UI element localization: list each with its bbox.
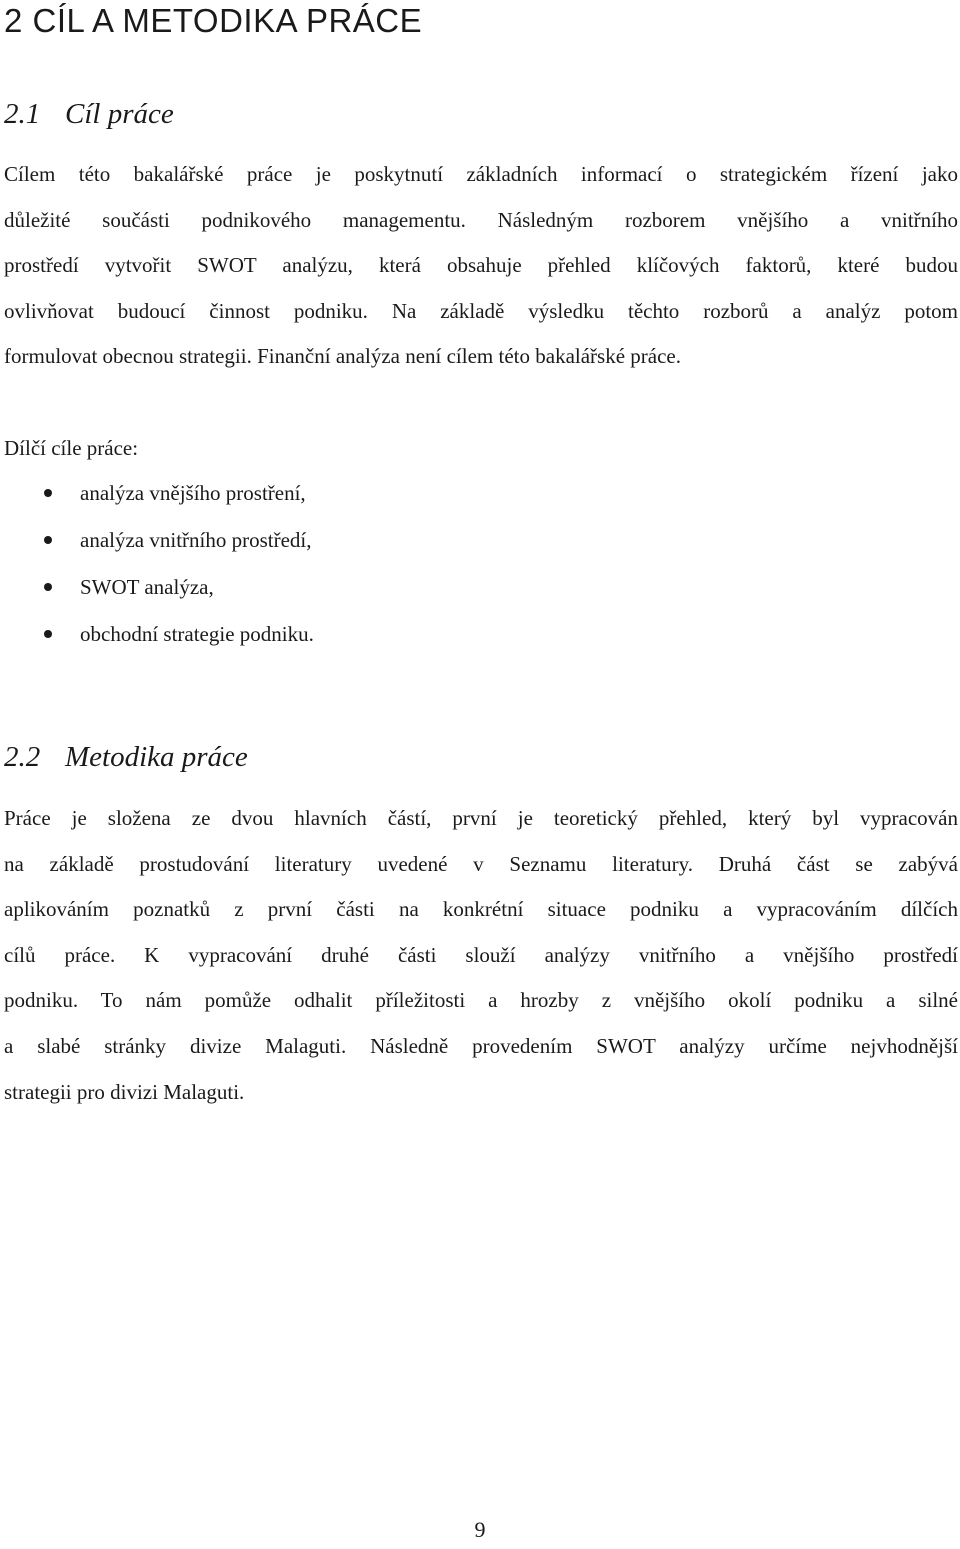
bullet-icon xyxy=(44,489,52,497)
section-number: 2.1 xyxy=(4,98,41,130)
chapter-title: 2 CÍL A METODIKA PRÁCE xyxy=(4,2,423,39)
section-number: 2.2 xyxy=(4,741,41,773)
list-item xyxy=(0,478,314,525)
subgoals-label: Dílčí cíle práce: xyxy=(4,436,139,460)
subgoals-list xyxy=(0,478,314,666)
paragraph-line: důležité součásti podnikového managementu. Následným rozborem vnějšího a vnitřního xyxy=(4,207,958,232)
section-title-goal xyxy=(4,96,174,132)
section-title-text: Cíl práce xyxy=(65,98,174,130)
list-item-text: analýza vnitřního prostředí, xyxy=(80,528,312,552)
paragraph-line: strategii pro divizi Malaguti. xyxy=(4,1079,245,1104)
paragraph-line: aplikováním poznatků z první části na konkrétní situace podniku a vypracováním dílčích xyxy=(4,897,958,922)
paragraph-line: cílů práce. K vypracování druhé části slouží analýzy vnitřního a vnějšího prostředí xyxy=(4,942,958,967)
section-title-methodology xyxy=(4,739,248,775)
page-number: 9 xyxy=(474,1517,486,1542)
list-item xyxy=(0,525,314,572)
paragraph-line: Cílem této bakalářské práce je poskytnutí základních informací o strategickém řízení jako xyxy=(4,162,958,186)
list-item xyxy=(0,619,314,666)
paragraph-line: ovlivňovat budoucí činnost podniku. Na základě výsledku těchto rozborů a analýz potom xyxy=(4,298,958,323)
list-item-text: analýza vnějšího prostření, xyxy=(80,481,306,505)
list-item-text: SWOT analýza, xyxy=(80,575,214,599)
paragraph-line: Práce je složena ze dvou hlavních částí, první je teoretický přehled, který byl vypracován xyxy=(4,806,958,830)
bullet-icon xyxy=(44,583,52,591)
bullet-icon xyxy=(44,630,52,638)
paragraph-line: na základě prostudování literatury uvedené v Seznamu literatury. Druhá část se zabývá xyxy=(4,851,958,876)
goal-paragraph xyxy=(4,152,958,380)
paragraph-line: podniku. To nám pomůže odhalit příležitosti a hrozby z vnějšího okolí podniku a silné xyxy=(4,988,958,1013)
list-item xyxy=(0,572,314,619)
list-item-text: obchodní strategie podniku. xyxy=(80,622,314,646)
paragraph-line: prostředí vytvořit SWOT analýzu, která obsahuje přehled klíčových faktorů, které budou xyxy=(4,253,958,278)
paragraph-line: formulovat obecnou strategii. Finanční analýza není cílem této bakalářské práce. xyxy=(4,344,681,369)
methodology-paragraph xyxy=(4,796,958,1115)
paragraph-line: a slabé stránky divize Malaguti. Následně provedením SWOT analýzy určíme nejvhodnější xyxy=(4,1033,958,1058)
bullet-icon xyxy=(44,536,52,544)
section-title-text: Metodika práce xyxy=(65,741,248,773)
